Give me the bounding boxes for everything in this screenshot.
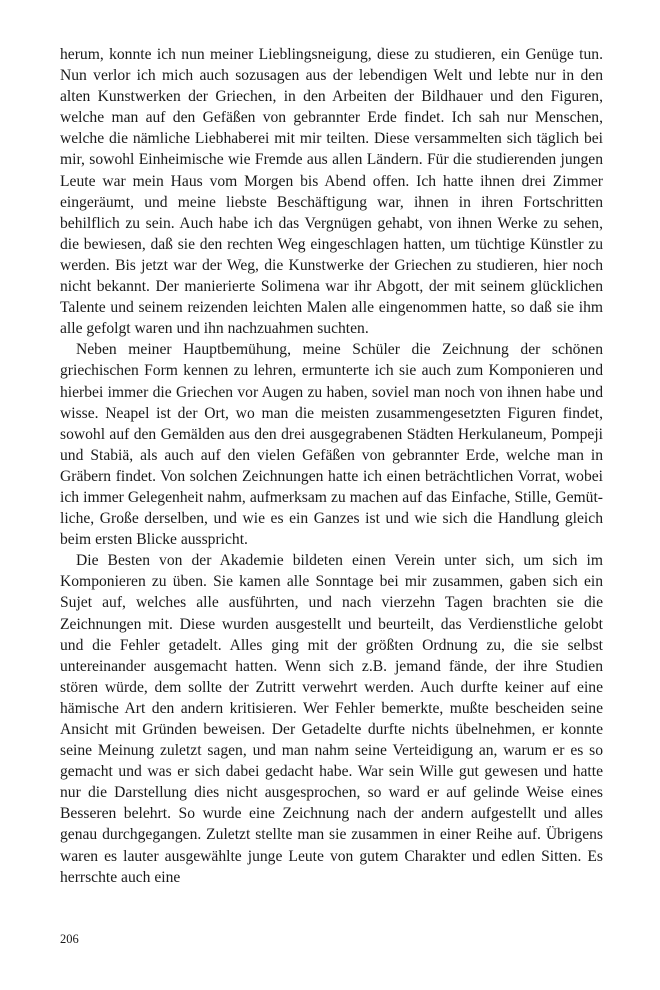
paragraph-1: herum, konnte ich nun meiner Lieblingsneigung, diese zu studieren, ein Genüge tun. Nun verlor ich mich auch sozusagen aus der lebendigen Welt und lebte nur in den alten Kunstwerken der Griechen, in den Arbeiten der Bildhauer und den Figuren, welche man auf den Gefäßen von gebrannter Erde findet. Ich sah nur Menschen, welche die nämliche Liebhaberei mit mir teilten. Diese versammelten sich täglich bei mir, sowohl Einheimische wie Fremde aus allen Ländern. Für die studierenden jungen Leute war mein Haus vom Morgen bis Abend offen. Ich hatte ihnen drei Zimmer eingeräumt, und meine liebste Beschäftigung war, ihnen in ihren Fortschritten behilflich zu sein. Auch habe ich das Vergnügen gehabt, von ihnen Werke zu sehen, die bewiesen, daß sie den rechten Weg eingeschlagen hatten, um tüchtige Künstler zu werden. Bis jetzt war der Weg, die Kunstwerke der Griechen zu studieren, hier noch nicht bekannt. Der manierierte Solimena war ihr Abgott, der mit seinem glücklichen Talente und seinem reizenden leichten Malen alle eingenommen hatte, so daß sie ihm alle gefolgt waren und ihn nachzuahmen suchten.	[60, 46, 603, 338]
page-number: 206	[60, 932, 79, 946]
paragraph-3: Die Besten von der Akademie bildeten einen Verein unter sich, um sich im Komponieren zu üben. Sie kamen alle Sonntage bei mir zusammen, gaben sich ein Sujet auf, welches alle ausführten, und nach vierzehn Tagen brachten sie die Zeichnungen mit. Diese wurden ausgestellt und beurteilt, das Verdienstliche gelobt und die Fehler getadelt. Alles ging mit der größten Ordnung zu, die sie selbst untereinander ausgemacht hatten. Wenn sich z.B. jemand fände, der ihre Studien stören würde, dem sollte der Zutritt verwehrt werden. Auch durfte keiner auf eine hämische Art den andern kritisieren. Wer Fehler bemerkte, mußte bescheiden seine Ansicht mit Gründen beweisen. Der Getadelte durfte nichts übelnehmen, er konnte seine Meinung zuletzt sagen, und man nahm seine Verteidigung an, warum er es so gemacht und was er sich dabei gedacht habe. War sein Wille gut gewesen und hatte nur die Darstellung dies nicht ausgesprochen, so ward er auf gelinde Weise eines Besseren belehrt. So wurde eine Zeichnung nach der andern aufgestellt und alles genau durchgegangen. Zuletzt stellte man sie zusammen in einer Reihe auf. Übrigens waren es lauter ausgewählte junge Leute von gutem Charakter und edlen Sitten. Es herrschte auch eine	[60, 552, 603, 886]
paragraph-2: Neben meiner Hauptbemühung, meine Schüler die Zeichnung der schönen griechischen Form kennen zu lehren, ermunterte ich sie auch zum Komponieren und hierbei immer die Griechen vor Augen zu haben, soviel man noch von ihnen habe und wisse. Neapel ist der Ort, wo man die meisten zusammengesetzten Figuren findet, sowohl auf den Gemälden aus den drei ausgegrabenen Städten Herkulaneum, Pompeji und Stabiä, als auch auf den vielen Gefäßen von gebrannter Erde, welche man in Gräbern findet. Von solchen Zeichnungen hatte ich einen beträchtlichen Vorrat, wobei ich immer Gelegenheit nahm, aufmerksam zu machen auf das Einfache, Stille, Gemütliche, Große derselben, und wie es ein Ganzes ist und wie sich die Handlung gleich beim ersten Blicke ausspricht.	[60, 341, 603, 549]
page-body	[60, 44, 603, 888]
